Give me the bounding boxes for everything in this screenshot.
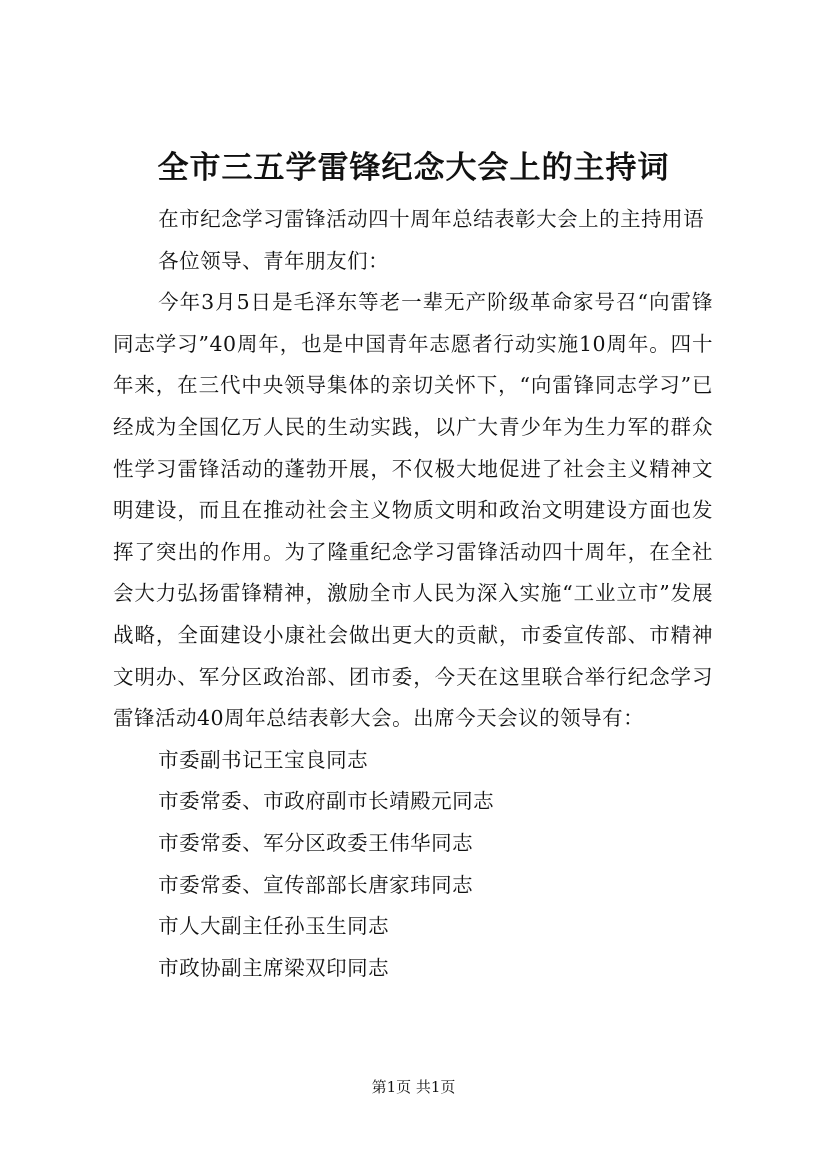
attendee-item: 市委常委、市政府副市长靖殿元同志 [158, 789, 495, 814]
attendee-item: 市委常委、宣传部部长唐家玮同志 [158, 872, 474, 897]
attendee-item: 市委常委、军分区政委王伟华同志 [158, 830, 474, 855]
attendee-item: 市政协副主席梁双印同志 [158, 955, 390, 980]
page-footer: 第1页 共1页 [371, 1078, 456, 1096]
subtitle-paragraph: 在市纪念学习雷锋活动四十周年总结表彰大会上的主持用语 [158, 207, 705, 231]
attendee-item: 市委副书记王宝良同志 [158, 747, 369, 772]
document-body [113, 199, 713, 989]
salutation-paragraph: 各位领导、青年朋友们： [158, 248, 390, 273]
main-paragraph: 今年3月5日是毛泽东等老一辈无产阶级革命家号召“向雷锋同志学习”40周年，也是中国青年志愿者行动实施10周年。四十年来，在三代中央领导集体的亲切关怀下，“向雷锋同志学习”已经成为全国亿万人民的生动实践，以广大青少年为生力军的群众性学习雷锋活动的蓬勃开展，不仅极大地促进了社会主义精神文明建设，而且在推动社会主义物质文明和政治文明建设方面也发挥了突出的作用。为了隆重纪念学习雷锋活动四十周年，在全社会大力弘扬雷锋精神，激励全市人民为深入实施“工业立市”发展战略，全面建设小康社会做出更大的贡献，市委宣传部、市精神文明办、军分区政治部、团市委，今天在这里联合举行纪念学习雷锋活动40周年总结表彰大会。出席今天会议的领导有： [113, 290, 713, 731]
document-title: 全市三五学雷锋纪念大会上的主持词 [157, 150, 670, 186]
attendee-item: 市人大副主任孙玉生同志 [158, 914, 390, 939]
